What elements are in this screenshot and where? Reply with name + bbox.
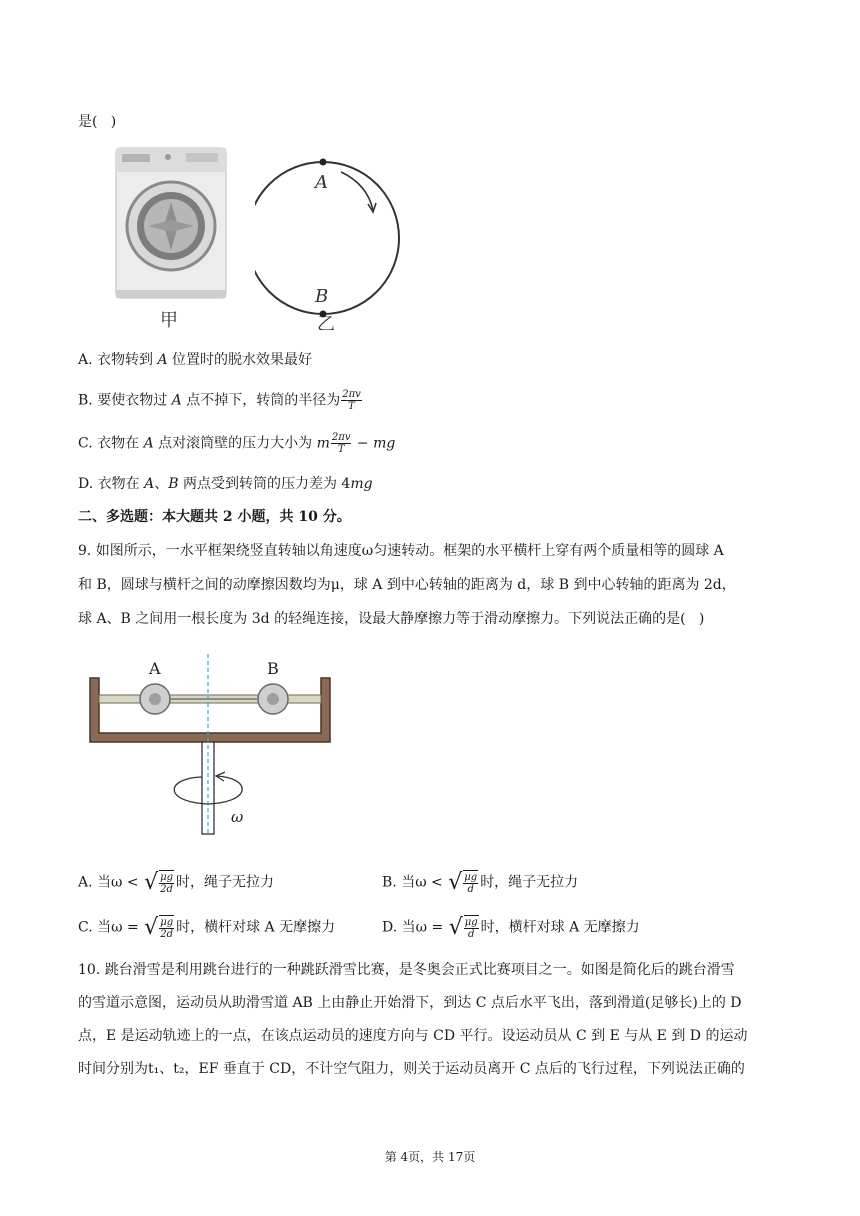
rotation-circle-figure [255, 150, 425, 330]
q9-option-b: B. 当ω < √ $\frac{\mu g}{d}$ 时，绳子无拉力 [382, 869, 579, 895]
q9-option-a: A. 当ω < √ $\frac{\mu g}{2d}$ 时，绳子无拉力 [78, 869, 274, 895]
q8-stem-tail: 是( ) [78, 114, 117, 130]
q9-line-1: 9. 如图所示，一水平框架绕竖直转轴以角速度ω匀速转动。框架的水平横杆上穿有两个质量相等的圆球 A [78, 543, 724, 559]
q8-option-c: C. 衣物在 A 点对滚筒壁的压力大小为 m $\frac{2\pi v}{T}$ − mg [78, 432, 396, 455]
ball-A-label: A [149, 659, 161, 678]
section-2-title: 二、多选题：本大题共 2 小题，共 10 分。 [78, 509, 351, 525]
point-A-dot [320, 159, 327, 166]
washing-machine-figure [108, 140, 238, 335]
q10-line-3: 点，E 是运动轨迹上的一点，在该点运动员的速度方向与 CD 平行。设运动员从 C 到 E 与从 E 到 D 的运动 [78, 1028, 748, 1044]
q10-line-1: 10. 跳台滑雪是利用跳台进行的一种跳跃滑雪比赛，是冬奥会正式比赛项目之一。如图是简化后的跳台滑雪 [78, 962, 735, 978]
q9-option-d: D. 当ω = √ $\frac{\mu g}{d}$ 时，横杆对球 A 无摩擦力 [382, 914, 640, 940]
rotating-frame-figure [85, 652, 335, 842]
omega-label: ω [231, 808, 244, 826]
q8-option-a: A. 衣物转到 A 位置时的脱水效果最好 [78, 352, 313, 368]
page-footer: 第 4页，共 17页 [384, 1150, 476, 1164]
q10-line-4: 时间分别为t₁、t₂，EF 垂直于 CD，不计空气阻力，则关于运动员离开 C 点后的飞行过程，下列说法正确的 [78, 1061, 745, 1077]
point-A-label: A [315, 172, 328, 193]
q10-line-2: 的雪道示意图，运动员从助滑雪道 AB 上由静止开始滑下，到达 C 点后水平飞出，落到滑道(足够长)上的 D [78, 995, 742, 1011]
q9-line-3: 球 A、B 之间用一根长度为 3d 的轻绳连接，设最大静摩擦力等于滑动摩擦力。下列说法正确的是( ) [78, 611, 705, 627]
point-B-label: B [315, 286, 329, 307]
q8-option-b: B. 要使衣物过 A 点不掉下，转筒的半径为 $\frac{2\pi v}{T}$ [78, 389, 361, 412]
fig-jia-label: 甲 [160, 310, 178, 331]
q9-line-2: 和 B，圆球与横杆之间的动摩擦因数均为μ，球 A 到中心转轴的距离为 d，球 B 到中心转轴的距离为 2d， [78, 577, 736, 593]
ball-B-label: B [267, 659, 279, 678]
fig-yi-label: 乙 [317, 314, 335, 330]
q9-option-c: C. 当ω = √ $\frac{\mu g}{2d}$ 时，横杆对球 A 无摩擦力 [78, 914, 336, 940]
q8-option-d: D. 衣物在 A、B 两点受到转筒的压力差为 4mg [78, 476, 373, 492]
